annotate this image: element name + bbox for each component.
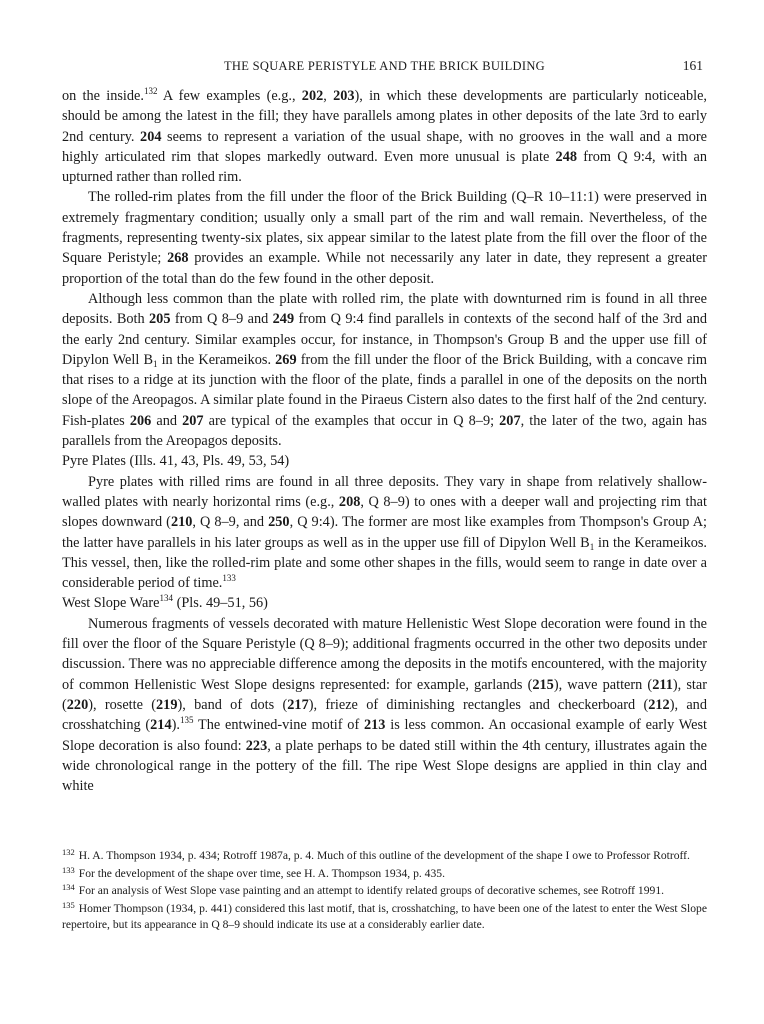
catalog-ref: 206 [129,412,152,429]
catalog-ref: 202 [301,88,324,104]
catalog-ref: 220 [66,696,89,713]
text-run: ), star ( [62,676,707,713]
text-run: West Slope Ware [62,595,160,612]
footnotes [62,848,707,935]
catalog-ref: 213 [364,717,386,734]
text-run: from Q 9:4, with an upturned rather than rolled rim. [62,148,707,186]
text-run: in the Kerameikos. [157,351,276,368]
text-run: A few examples (e.g., [157,88,302,104]
text-run: from the fill under the floor of the Brick Building, with a concave rim that rises to a ridge at its junction with the floor of the plate, finds a parallel in one of the deposits on the north slope of the Areopagos. A similar plate found in the Piraeus Cistern also dates to the first half of the 2nd century. Fish-plates [62,351,707,429]
catalog-ref: 212 [648,696,670,713]
footnote-ref-132: 132 [143,86,158,96]
section-heading-pyre-plates: Pyre Plates (Ills. 41, 43, Pls. 49, 53, 54) [62,453,290,470]
body-text [62,86,707,796]
subscript: 1 [589,541,595,552]
catalog-ref: 250 [268,514,290,531]
text-run: , [323,88,334,104]
catalog-ref: 223 [245,737,268,754]
text-run: The rolled-rim plates from the fill under the floor of the Brick Building (Q–R 10–11:1) were preserved in extremely fragmentary condition; usually only a small part of the rim and wall remain. Nevertheless, of the fragments, representing twenty-six plates, six appear similar to the latest plate from the fill over the floor of the Square Peristyle; [62,189,707,267]
text-run: ), frieze of diminishing rectangles and checkerboard ( [308,696,649,713]
catalog-ref: 207 [499,412,521,429]
catalog-ref: 207 [182,412,204,429]
text-run: , Q 9:4). The former are most like examples from Thompson's Group A; the latter have parallels in his later groups as well as in the upper use fill of Dipylon Well B [62,514,707,551]
footnote-text: For the development of the shape over time, see H. A. Thompson 1934, p. 435. [78,866,445,880]
footnote-number: 132 [62,847,75,857]
text-run: ), in which these developments are particularly noticeable, should be among the latest in the fill; they have parallels among plates in other deposits of the late 3rd to early 2nd century. [62,88,707,145]
text-run: (Pls. 49–51, 56) [173,595,268,612]
catalog-ref: 211 [652,676,673,693]
section-heading-west-slope [62,593,707,613]
text-run: in the Kerameikos. This vessel, then, like the rolled-rim plate and some other shapes in the fills, would seem to range in date over a considerable period of time. [62,534,707,592]
catalog-ref: 248 [555,148,577,165]
footnote-number: 135 [62,899,75,910]
catalog-ref: 203 [333,88,355,104]
footnote-text: H. A. Thompson 1934, p. 434; Rotroff 1987a, p. 4. Much of this outline of the development of the shape I owe to Professor Rotroff. [78,849,690,862]
footnote-ref-134: 134 [159,593,173,604]
text-run: , the later of the two, again has parallels from the Areopagos deposits. [62,412,707,450]
footnote-133 [62,866,707,883]
text-run: seems to represent a variation of the usual shape, with no grooves in the wall and a more highly articulated rim that slopes markedly outward. Even more unusual is plate [62,128,708,165]
catalog-ref: 205 [149,311,171,328]
text-run: ), and crosshatching ( [62,696,707,734]
footnote-132 [62,848,707,865]
catalog-ref: 249 [272,311,295,328]
catalog-ref: 210 [170,514,193,531]
text-run: are typical of the examples that occur in Q 8–9; [203,412,500,429]
footnote-number: 134 [62,882,75,892]
text-run: ). [171,717,180,734]
footnote-135 [62,901,707,934]
catalog-ref: 219 [156,696,178,713]
running-head: THE SQUARE PERISTYLE AND THE BRICK BUILDING [224,59,545,73]
text-run: , a plate perhaps to be dated still within the 4th century, illustrates again the wide chronological range in the pottery of the fill. The ripe West Slope designs are applied in thin clay and white [62,737,707,795]
text-run: , Q 8–9, and [192,514,269,531]
paragraph-plates-continued [62,86,707,187]
text-run: from Q 8–9 and [170,311,273,328]
text-run: Pyre plates with rilled rims are found in all three deposits. They vary in shape from relatively shallow-walled plates with nearly horizontal rims (e.g., [62,473,707,510]
catalog-ref: 215 [532,676,554,693]
paragraph-west-slope [62,614,707,797]
text-run: ), rosette ( [88,696,157,713]
catalog-ref: 269 [275,351,297,368]
catalog-ref: 204 [140,128,162,145]
paragraph-rolled-rim [62,187,707,288]
footnote-ref-135: 135 [179,715,194,726]
text-run: is less common. An occasional example of early West Slope decoration is also found: [62,717,707,754]
text-run: and [151,412,183,429]
page-header [62,56,707,80]
text-run: Although less common than the plate with rolled rim, the plate with downturned rim is found in all three deposits. Both [62,290,707,328]
catalog-ref: 217 [287,696,309,713]
footnote-134 [62,883,707,900]
text-run: from Q 9:4 find parallels in contexts of the second half of the 3rd and the early 2nd century. Similar examples occur, for instance, in Thompson's Group B and the upper use fill of Dipylon Well B [62,311,707,368]
footnote-text: Homer Thompson (1934, p. 441) considered this last motif, that is, crosshatching, to have been one of the latest to enter the West Slope repertoire, but its appearance in Q 8–9 should indicate its use at a considerably earlier date. [62,901,707,931]
footnote-ref-133: 133 [222,573,236,584]
text-run: ), band of dots ( [177,696,288,713]
footnote-number: 133 [62,864,75,875]
subscript: 1 [152,358,158,369]
text-run: on the inside. [62,88,144,104]
paragraph-pyre-plates [62,472,707,594]
text-run: The entwined-vine motif of [193,717,364,734]
text-run: ), wave pattern ( [553,676,653,693]
text-run: , Q 8–9) to ones with a deeper wall and projecting rim that slopes downward ( [62,493,707,531]
paragraph-downturned-rim [62,289,707,451]
catalog-ref: 268 [167,250,189,267]
catalog-ref: 208 [338,493,361,510]
page-number: 161 [682,58,703,73]
footnote-text: For an analysis of West Slope vase painting and an attempt to identify related groups of decorative schemes, see Rotroff 1991. [78,884,665,897]
text-run: Numerous fragments of vessels decorated with mature Hellenistic West Slope decoration were found in the fill over the floor of the Square Peristyle (Q 8–9); additional fragments occurred in the other two deposits under discussion. There was no appreciable difference among the deposits in the motifs encountered, with the majority of common Hellenistic West Slope designs represented: for example, garlands ( [62,615,707,693]
text-run: provides an example. While not necessarily any later in date, they represent a greater proportion of the total than do the few found in the other deposit. [62,250,707,287]
catalog-ref: 214 [150,717,172,734]
